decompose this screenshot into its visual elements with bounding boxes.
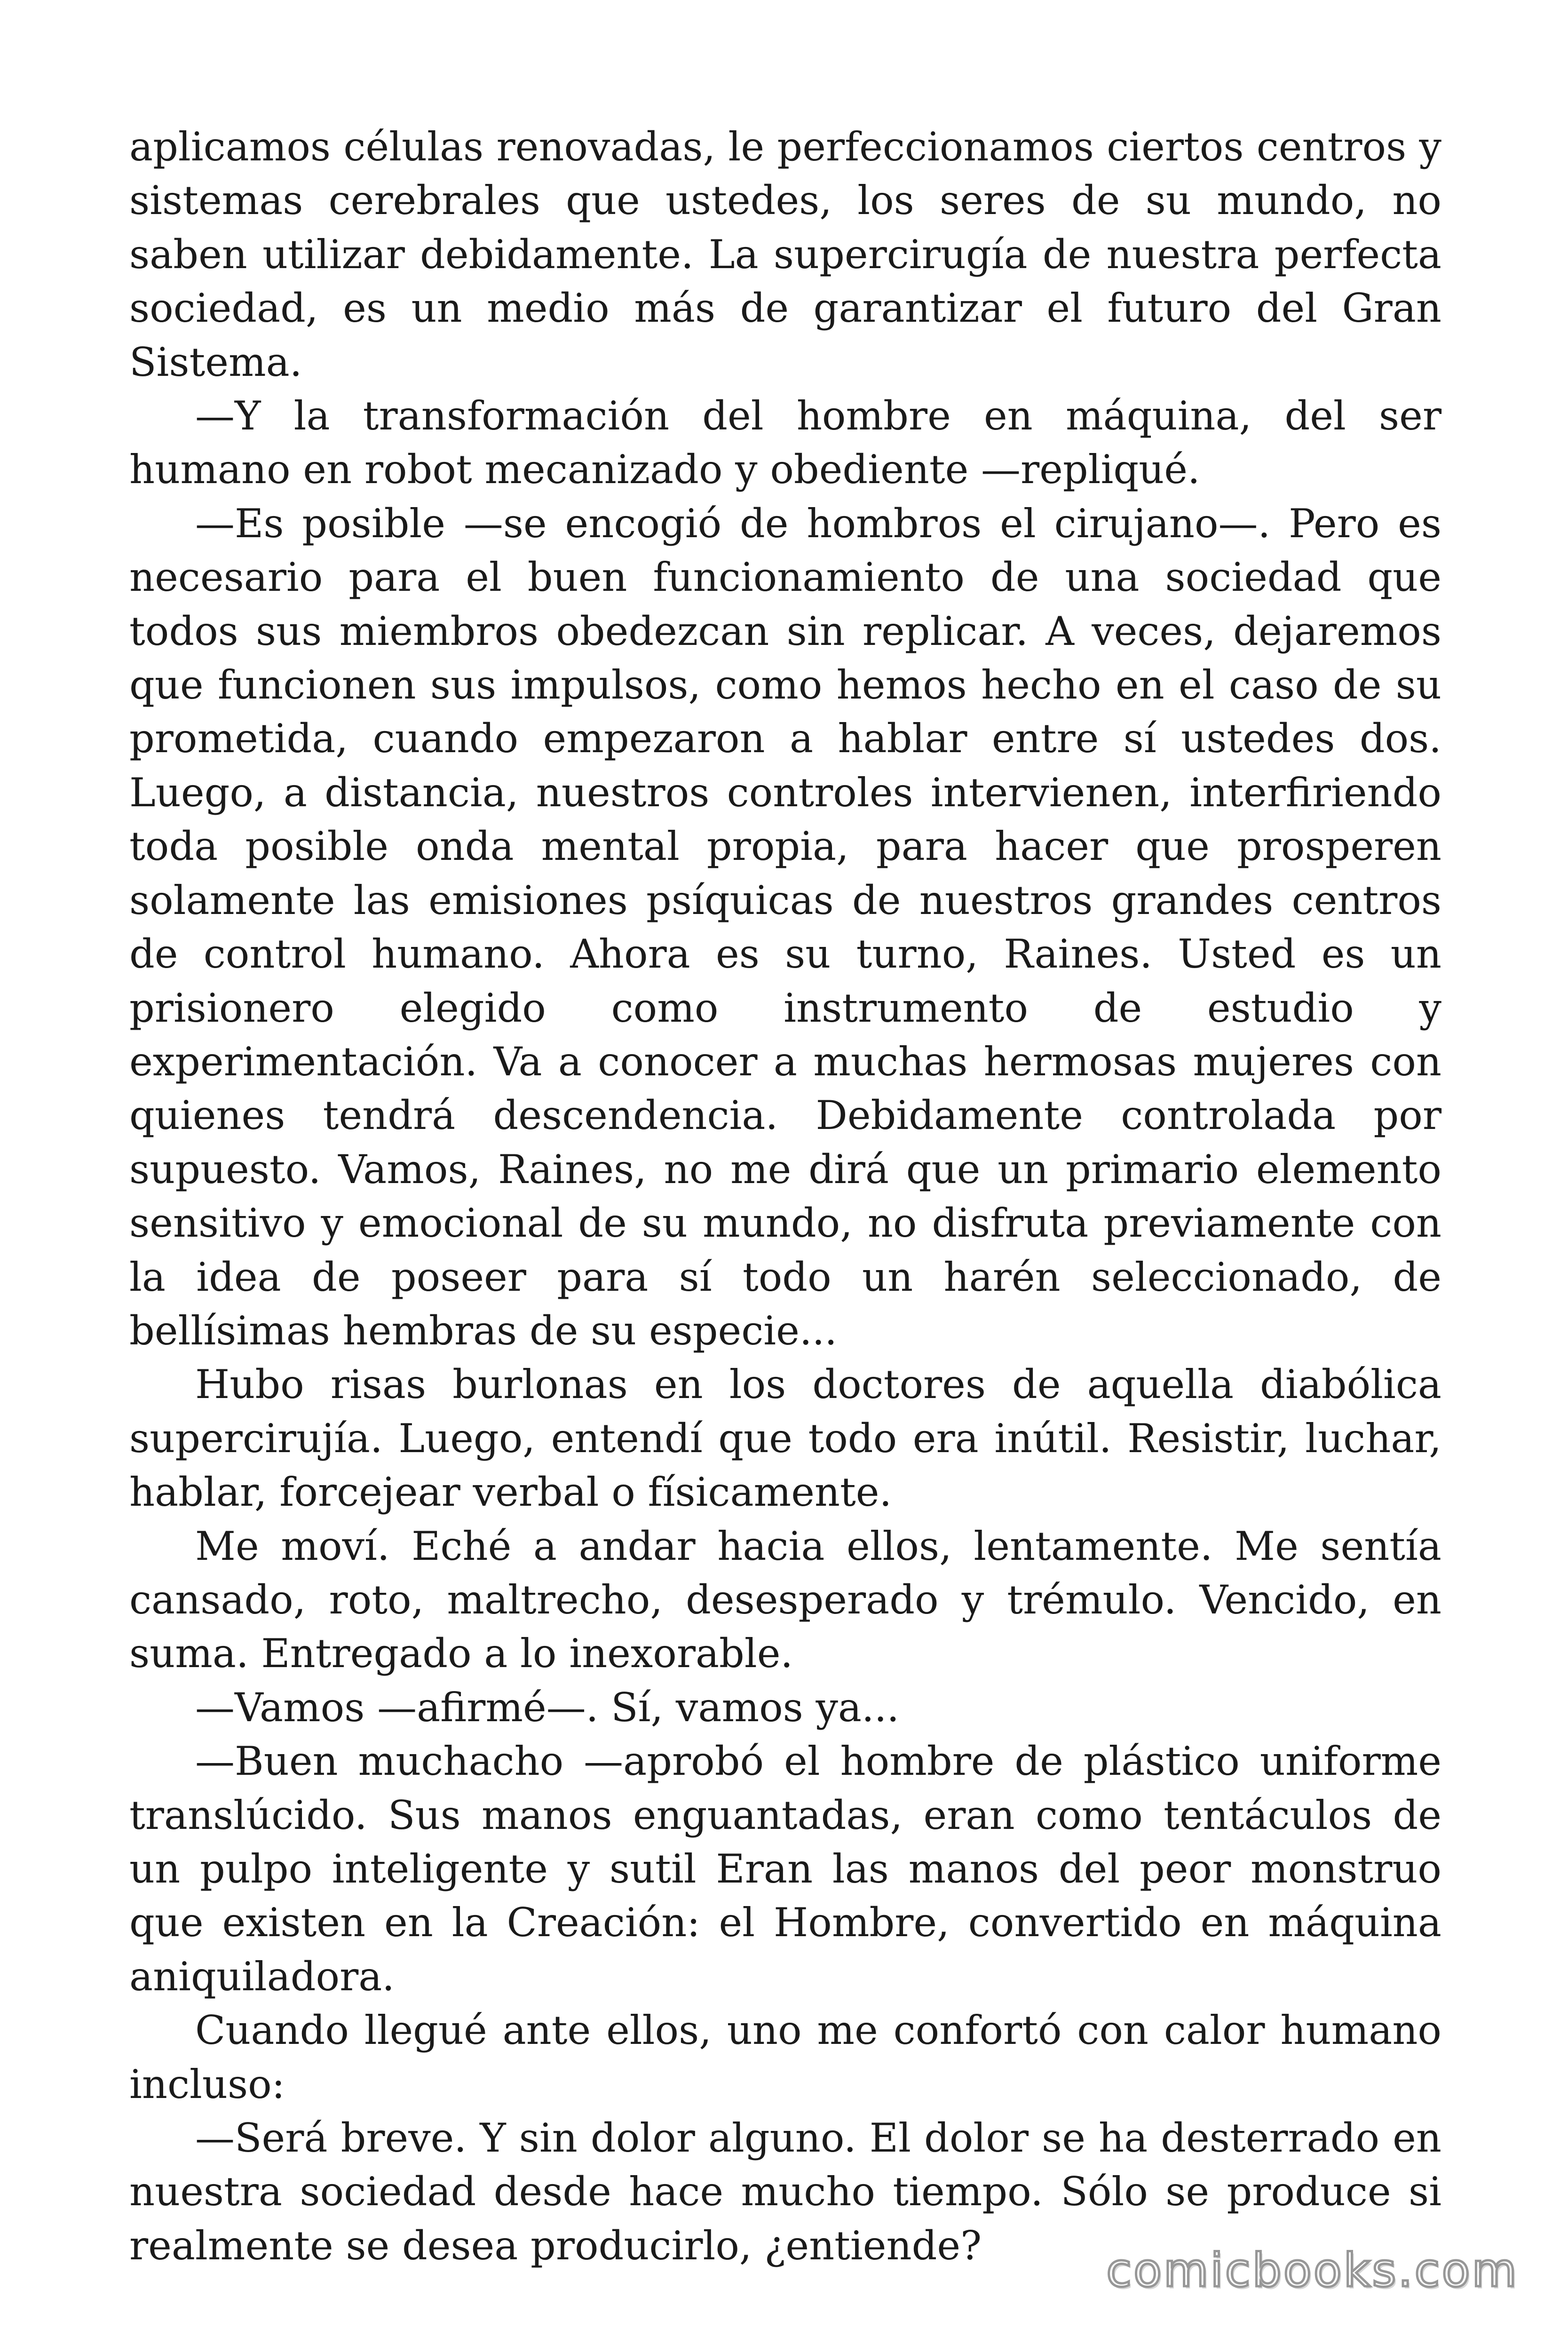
- paragraph: —Será breve. Y sin dolor alguno. El dolor se ha desterrado en nuestra sociedad desde hace mucho tiempo. Sólo se produce si realmente se desea producirlo, ¿entiende?: [129, 2115, 1441, 2269]
- paragraph: —Vamos —afirmé—. Sí, vamos ya...: [195, 1684, 900, 1731]
- paragraph: Cuando llegué ante ellos, uno me confortó con calor humano incluso:: [129, 2007, 1441, 2107]
- watermark: comicbooks.com: [1106, 2244, 1519, 2297]
- paragraph: —Buen muchacho —aprobó el hombre de plástico uniforme translúcido. Sus manos enguantadas, eran como tentáculos de un pulpo inteligente y sutil Eran las manos del peor monstruo que existen en la Creación: el Hombre, convertido en máquina aniquiladora.: [129, 1738, 1441, 2000]
- paragraph: —Es posible —se encogió de hombros el cirujano—. Pero es necesario para el buen funcionamiento de una sociedad que todos sus miembros obedezcan sin replicar. A veces, dejaremos que funcionen sus impulsos, como hemos hecho en el caso de su prometida, cuando empezaron a hablar entre sí ustedes dos. Luego, a distancia, nuestros controles intervienen, interfiriendo toda posible onda mental propia, para hacer que prosperen solamente las emisiones psíquicas de nuestros grandes centros de control humano. Ahora es su turno, Raines. Usted es un prisionero elegido como instrumento de estudio y experimentación. Va a conocer a muchas hermosas mujeres con quienes tendrá descendencia. Debidamente controlada por supuesto. Vamos, Raines, no me dirá que un primario elemento sensitivo y emocional de su mundo, no disfruta previamente con la idea de poseer para sí todo un harén seleccionado, de bellísimas hembras de su especie...: [129, 500, 1441, 1354]
- paragraph: —Y la transformación del hombre en máquina, del ser humano en robot mecanizado y obediente —repliqué.: [129, 393, 1441, 493]
- paragraph: aplicamos células renovadas, le perfeccionamos ciertos centros y sistemas cerebrales que ustedes, los seres de su mundo, no saben utilizar debidamente. La supercirugía de nuestra perfecta sociedad, es un medio más de garantizar el futuro del Gran Sistema.: [129, 124, 1441, 385]
- page-body: [129, 120, 1441, 2273]
- paragraph: Me moví. Eché a andar hacia ellos, lentamente. Me sentía cansado, roto, maltrecho, desesperado y trémulo. Vencido, en suma. Entregado a lo inexorable.: [129, 1523, 1441, 1677]
- paragraph: Hubo risas burlonas en los doctores de aquella diabólica supercirujía. Luego, entendí que todo era inútil. Resistir, luchar, hablar, forcejear verbal o físicamente.: [129, 1361, 1441, 1516]
